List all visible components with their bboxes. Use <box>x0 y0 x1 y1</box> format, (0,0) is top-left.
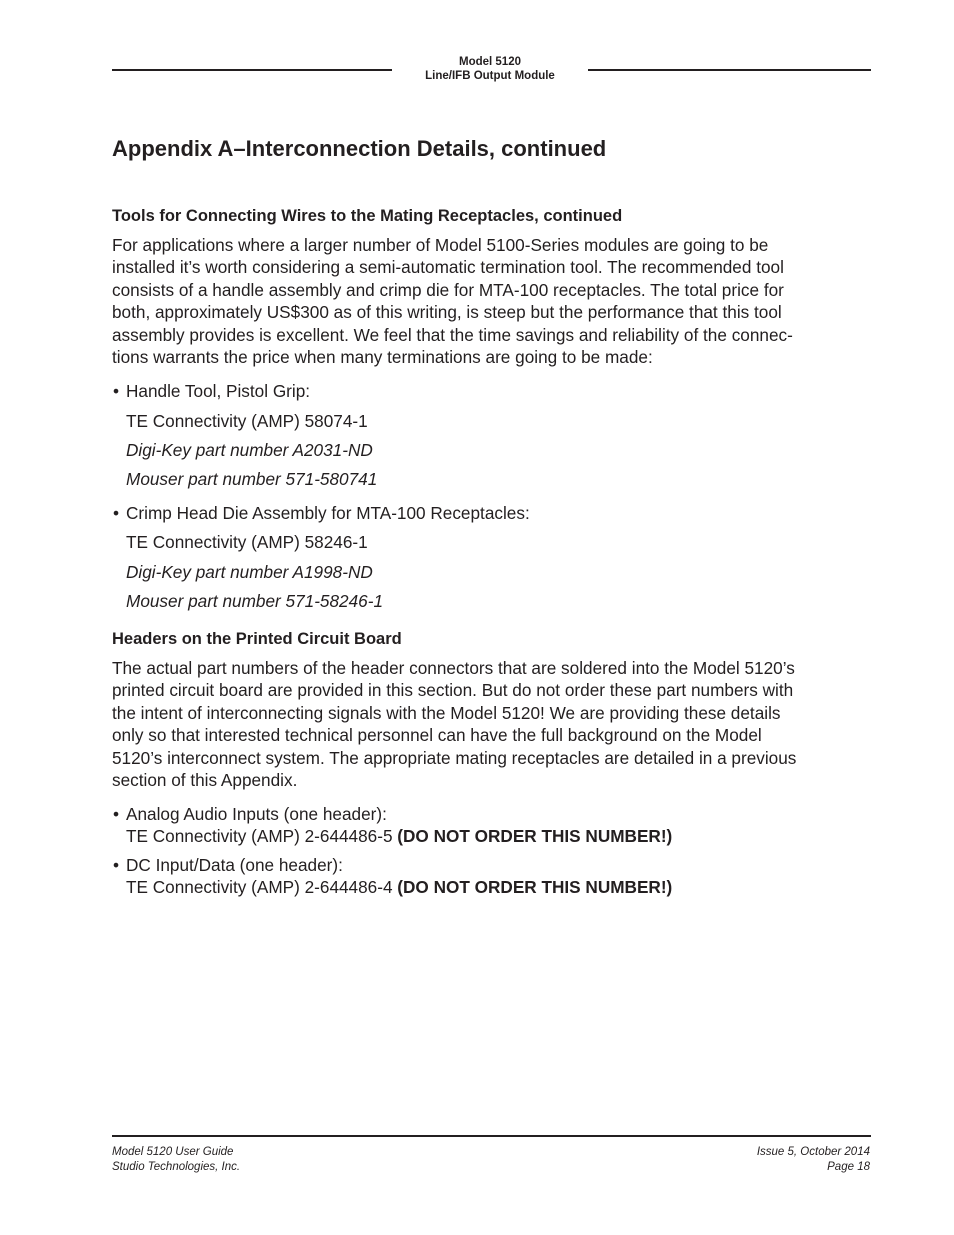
header-rule-left <box>112 69 392 71</box>
section-tools-paragraph <box>112 234 867 368</box>
paragraph-line: installed it’s worth considering a semi-automatic termination tool. The recommended tool <box>112 257 784 278</box>
part-number-te: TE Connectivity (AMP) 58074-1 <box>126 411 368 431</box>
bullet-label: Handle Tool, Pistol Grip: <box>126 381 311 401</box>
bullet-label: Crimp Head Die Assembly for MTA-100 Receptacles: <box>126 503 530 523</box>
bullet-label: DC Input/Data (one header): <box>126 855 343 875</box>
paragraph-line: both, approximately US$300 as of this writing, is steep but the performance that this tool <box>112 302 782 323</box>
header-part-line <box>126 876 672 898</box>
header-part-number: TE Connectivity (AMP) 2-644486-4 <box>126 877 393 897</box>
bullet-dot: • <box>113 804 120 824</box>
do-not-order-warning: (DO NOT ORDER THIS NUMBER!) <box>397 826 673 846</box>
part-number-mouser: Mouser part number 571-580741 <box>126 469 378 489</box>
paragraph-line: 5120’s interconnect system. The appropriate mating receptacles are detailed in a previous <box>112 747 797 768</box>
paragraph-line: The actual part numbers of the header connectors that are soldered into the Model 5120’s <box>112 658 795 678</box>
footer-page-number: Page 18 <box>827 1161 870 1173</box>
footer-company: Studio Technologies, Inc. <box>112 1161 241 1173</box>
paragraph-line: tions warrants the price when many terminations are going to be made: <box>112 347 653 368</box>
footer-guide-name: Model 5120 User Guide <box>112 1146 234 1158</box>
footer-right <box>757 1145 870 1175</box>
header-part-line <box>126 825 672 847</box>
paragraph-line: For applications where a larger number of Model 5100-Series modules are going to be <box>112 235 769 255</box>
paragraph-line: consists of a handle assembly and crimp die for MTA-100 receptacles. The total price for <box>112 279 784 300</box>
bullet-dot: • <box>113 503 120 523</box>
do-not-order-warning: (DO NOT ORDER THIS NUMBER!) <box>397 877 673 897</box>
bullet-dot: • <box>113 855 120 875</box>
bullet-dot: • <box>113 381 120 401</box>
bullet-label: Analog Audio Inputs (one header): <box>126 804 387 824</box>
header-part-number: TE Connectivity (AMP) 2-644486-5 <box>126 826 393 846</box>
part-number-digikey: Digi-Key part number A1998-ND <box>126 562 373 582</box>
paragraph-line: the intent of interconnecting signals with the Model 5120! We are providing these details <box>112 702 781 723</box>
page-title: Appendix A–Interconnection Details, continued <box>112 136 607 161</box>
header-product: Line/IFB Output Module <box>425 70 555 82</box>
section-headers-paragraph <box>112 657 867 791</box>
running-header <box>392 55 588 83</box>
section-heading-headers: Headers on the Printed Circuit Board <box>112 630 402 648</box>
paragraph-line: section of this Appendix. <box>112 770 298 791</box>
paragraph-line: printed circuit board are provided in this section. But do not order these part numbers with <box>112 680 794 701</box>
part-number-te: TE Connectivity (AMP) 58246-1 <box>126 532 368 552</box>
section-heading-tools: Tools for Connecting Wires to the Mating Receptacles, continued <box>112 207 623 225</box>
header-rule-right <box>588 69 871 71</box>
part-number-digikey: Digi-Key part number A2031-ND <box>126 440 373 460</box>
footer-left <box>112 1145 240 1175</box>
header-model: Model 5120 <box>459 56 521 68</box>
paragraph-line: assembly provides is excellent. We feel that the time savings and reliability of the connec- <box>112 324 793 345</box>
footer-rule <box>112 1135 871 1137</box>
part-number-mouser: Mouser part number 571-58246-1 <box>126 591 384 611</box>
paragraph-line: only so that interested technical personnel can have the full background on the Model <box>112 725 762 746</box>
footer-issue: Issue 5, October 2014 <box>756 1146 870 1158</box>
